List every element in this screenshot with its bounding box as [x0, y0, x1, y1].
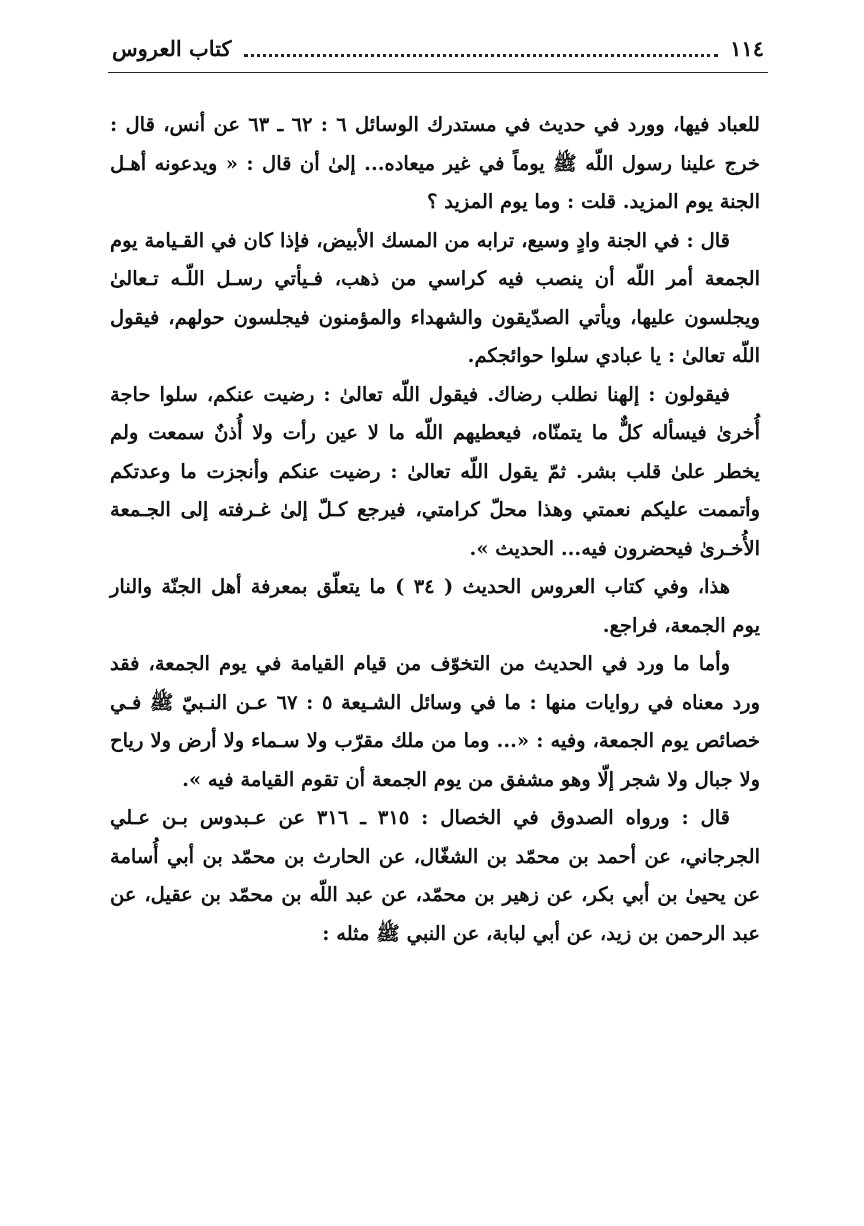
paragraph-1: للعباد فيها، وورد في حديث في مستدرك الوسائل ٦ : ٦٢ ـ ٦٣ عن أنس، قال : خرج علينا رسول اللّه ﷺ يوماً في غير ميعاده... إلىٰ أن قال : « ويدعونه أهـل الجنة يوم المزيد. قلت : وما يوم المزيد ؟ [110, 113, 760, 213]
paragraph-2: قال : في الجنة وادٍ وسيع، ترابه من المسك الأبيض، فإذا كان في القـيامة يوم الجمعة أمر اللّه أن ينصب فيه كراسي من ذهب، فـيأتي رسـل اللّـه تـعالىٰ ويجلسون عليها، ويأتي الصدّيقون والشهداء والمؤمنون فيجلسون حولهم، فيقول اللّه تعالىٰ : يا عبادي سلوا حوائجكم. [110, 228, 760, 367]
book-title: كتاب العروس [112, 35, 232, 61]
paragraph-6: قال : ورواه الصدوق في الخصال : ٣١٥ ـ ٣١٦ عن عـبدوس بـن عـلي الجرجاني، عن أحمد بن محمّد بن الشغّال، عن الحارث بن محمّد بن أبي أُسامة عن يحيىٰ بن أبي بكر، عن زهير بن محمّد، عن عبد اللّه بن محمّد بن عقيل، عن عبد الرحمن بن زيد، عن أبي لبابة، عن النبي ﷺ مثله : [110, 806, 760, 945]
paragraph-5: وأما ما ورد في الحديث من التخوّف من قيام القيامة في يوم الجمعة، فقد ورد معناه في روايات منها : ما في وسائل الشـيعة ٥ : ٦٧ عـن النـبيّ ﷺ فـي خصائص يوم الجمعة، وفيه : «... وما من ملك مقرّب ولا سـماء ولا أرض ولا رياح ولا جبال ولا شجر إلّا وهو مشفق من يوم الجمعة أن تقوم القيامة فيه ». [110, 652, 760, 791]
header-divider [108, 72, 768, 73]
running-header [112, 30, 764, 66]
page-number: ١١٤ [730, 35, 764, 61]
page-body [110, 106, 760, 953]
paragraph-4: هذا، وفي كتاب العروس الحديث ( ٣٤ ) ما يتعلّق بمعرفة أهل الجنّة والنار يوم الجمعة، فراجع. [110, 575, 760, 637]
header-leader-dots [244, 40, 719, 57]
paragraph-3: فيقولون : إلهنا نطلب رضاك. فيقول اللّه تعالىٰ : رضيت عنكم، سلوا حاجة أُخرىٰ فيسأله كلٌّ ما يتمنّاه، فيعطيهم اللّه ما لا عين رأت ولا أُذنٌ سمعت ولم يخطر علىٰ قلب بشر. ثمّ يقول اللّه تعالىٰ : رضيت عنكم وأنجزت ما وعدتكم وأتممت عليكم نعمتي وهذا محلّ كرامتي، فيرجع كـلّ إلىٰ غـرفته إلى الجـمعة الأُخـرىٰ فيحضرون فيه... الحديث ». [110, 382, 760, 560]
